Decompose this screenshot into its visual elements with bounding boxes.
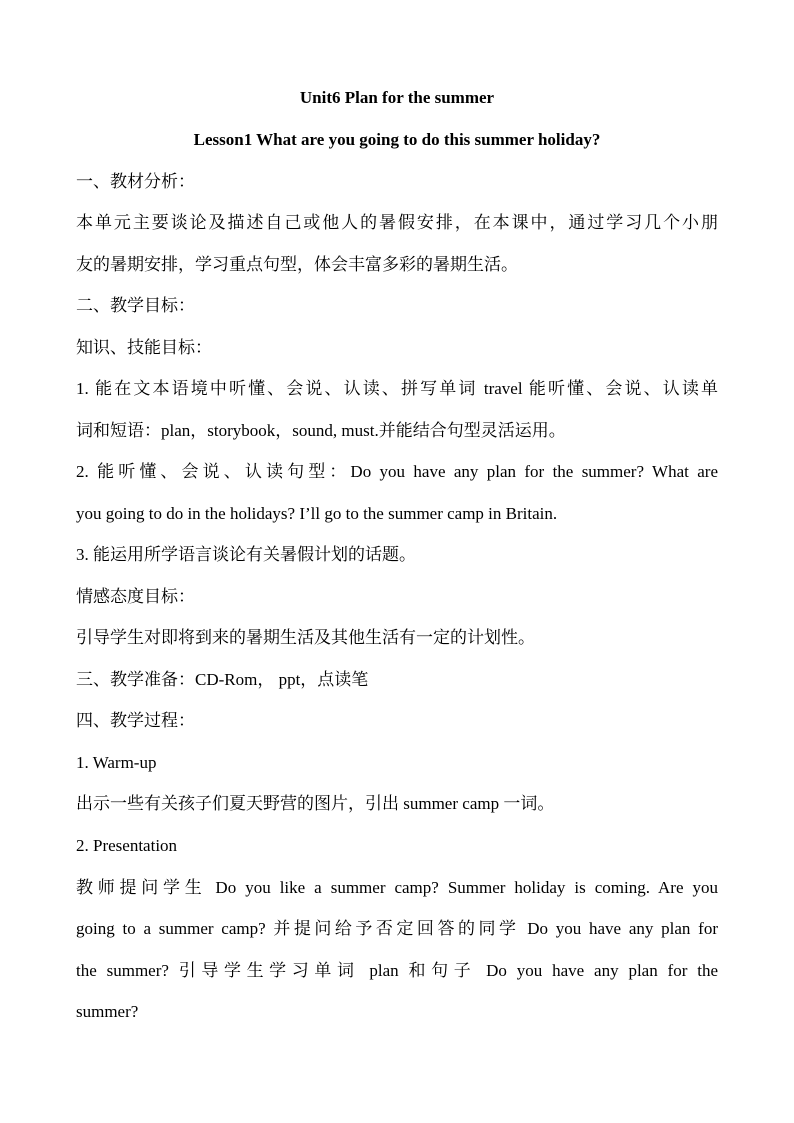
paragraph-line: 引导学生对即将到来的暑期生活及其他生活有一定的计划性。: [76, 628, 535, 647]
step-heading-presentation: 2. Presentation: [76, 836, 178, 855]
subheading-emotional-goals: 情感态度目标：: [76, 587, 195, 606]
paragraph-line: summer?: [76, 1002, 139, 1021]
section-heading-analysis: 一、教材分析：: [76, 172, 195, 191]
paragraph-line: going to a summer camp? 并提问给予否定回答的同学 Do you have any plan for: [76, 919, 718, 938]
paragraph-line: 教师提问学生 Do you like a summer camp? Summer holiday is coming. Are you: [76, 878, 718, 897]
paragraph-line: 出示一些有关孩子们夏天野营的图片，引出 summer camp 一词。: [76, 794, 555, 813]
section-heading-objectives: 二、教学目标：: [76, 296, 195, 315]
section-heading-preparation: 三、教学准备：CD-Rom， ppt，点读笔: [76, 670, 369, 689]
subheading-knowledge-skills: 知识、技能目标：: [76, 338, 212, 357]
step-heading-warmup: 1. Warm-up: [76, 753, 157, 772]
section-heading-process: 四、教学过程：: [76, 711, 195, 730]
paragraph-line: 3. 能运用所学语言谈论有关暑假计划的话题。: [76, 545, 416, 564]
document-title: Unit6 Plan for the summer: [299, 88, 495, 107]
paragraph-line: the summer? 引导学生学习单词 plan 和句子 Do you have any plan for the: [76, 961, 718, 980]
paragraph-line: 2. 能听懂、会说、认读句型：Do you have any plan for the summer? What are: [76, 462, 718, 481]
paragraph-line: 本单元主要谈论及描述自己或他人的暑假安排，在本课中，通过学习几个小朋: [76, 213, 718, 232]
paragraph-line: 词和短语：plan，storybook，sound, must.并能结合句型灵活运用。: [76, 421, 566, 440]
lesson-title: Lesson1 What are you going to do this summer holiday?: [193, 130, 601, 149]
paragraph-line: 友的暑期安排，学习重点句型，体会丰富多彩的暑期生活。: [76, 255, 518, 274]
paragraph-line: you going to do in the holidays? I’ll go to the summer camp in Britain.: [76, 504, 558, 523]
paragraph-line: 1. 能在文本语境中听懂、会说、认读、拼写单词 travel 能听懂、会说、认读单: [76, 379, 718, 398]
